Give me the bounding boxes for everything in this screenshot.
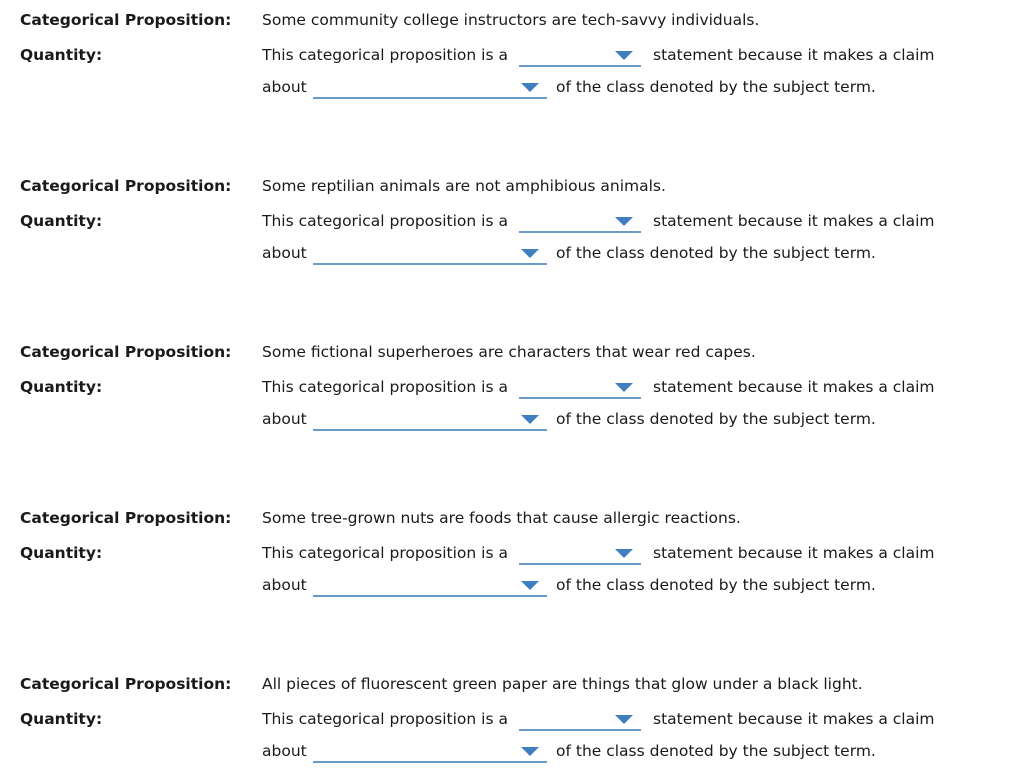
quantity-dropdown[interactable] bbox=[519, 211, 641, 233]
about-dropdown[interactable] bbox=[313, 575, 547, 597]
proposition-text: Some community college instructors are tech-savvy individuals. bbox=[262, 11, 760, 29]
quantity-label: Quantity: bbox=[20, 544, 103, 562]
quantity-line1-prefix: This categorical proposition is a bbox=[262, 710, 508, 728]
quantity-label: Quantity: bbox=[20, 710, 103, 728]
quantity-line1-prefix: This categorical proposition is a bbox=[262, 544, 508, 562]
quantity-dropdown[interactable] bbox=[519, 45, 641, 67]
caret-down-icon bbox=[521, 415, 539, 424]
proposition-label: Categorical Proposition: bbox=[20, 509, 232, 527]
question-block-5 bbox=[0, 664, 1024, 784]
quantity-line2-prefix: about bbox=[262, 78, 307, 96]
quantity-line2-prefix: about bbox=[262, 576, 307, 594]
quantity-line1-suffix: statement because it makes a claim bbox=[653, 378, 935, 396]
quantity-line2-suffix: of the class denoted by the subject term. bbox=[556, 742, 876, 760]
question-block-4 bbox=[0, 498, 1024, 618]
proposition-text: Some fictional superheroes are characters that wear red capes. bbox=[262, 343, 756, 361]
quantity-dropdown[interactable] bbox=[519, 543, 641, 565]
question-block-2 bbox=[0, 166, 1024, 286]
quantity-line2-prefix: about bbox=[262, 244, 307, 262]
caret-down-icon bbox=[521, 581, 539, 590]
quantity-line1-prefix: This categorical proposition is a bbox=[262, 46, 508, 64]
quantity-line1-prefix: This categorical proposition is a bbox=[262, 212, 508, 230]
caret-down-icon bbox=[615, 549, 633, 558]
question-block-1 bbox=[0, 0, 1024, 120]
caret-down-icon bbox=[521, 249, 539, 258]
quantity-label: Quantity: bbox=[20, 212, 103, 230]
proposition-text: Some tree-grown nuts are foods that cause allergic reactions. bbox=[262, 509, 741, 527]
proposition-label: Categorical Proposition: bbox=[20, 177, 232, 195]
quantity-line2-suffix: of the class denoted by the subject term. bbox=[556, 576, 876, 594]
caret-down-icon bbox=[615, 217, 633, 226]
quantity-line2-prefix: about bbox=[262, 410, 307, 428]
about-dropdown[interactable] bbox=[313, 409, 547, 431]
quantity-label: Quantity: bbox=[20, 378, 103, 396]
about-dropdown[interactable] bbox=[313, 243, 547, 265]
quantity-line2-suffix: of the class denoted by the subject term. bbox=[556, 78, 876, 96]
quantity-line2-suffix: of the class denoted by the subject term. bbox=[556, 244, 876, 262]
quantity-label: Quantity: bbox=[20, 46, 103, 64]
caret-down-icon bbox=[615, 51, 633, 60]
quantity-line2-suffix: of the class denoted by the subject term. bbox=[556, 410, 876, 428]
caret-down-icon bbox=[521, 83, 539, 92]
quantity-line1-prefix: This categorical proposition is a bbox=[262, 378, 508, 396]
quantity-dropdown[interactable] bbox=[519, 709, 641, 731]
quantity-line1-suffix: statement because it makes a claim bbox=[653, 544, 935, 562]
quantity-line1-suffix: statement because it makes a claim bbox=[653, 212, 935, 230]
about-dropdown[interactable] bbox=[313, 741, 547, 763]
about-dropdown[interactable] bbox=[313, 77, 547, 99]
question-block-3 bbox=[0, 332, 1024, 452]
quantity-line1-suffix: statement because it makes a claim bbox=[653, 710, 935, 728]
proposition-label: Categorical Proposition: bbox=[20, 675, 232, 693]
proposition-text: All pieces of fluorescent green paper are things that glow under a black light. bbox=[262, 675, 863, 693]
proposition-label: Categorical Proposition: bbox=[20, 11, 232, 29]
quantity-dropdown[interactable] bbox=[519, 377, 641, 399]
caret-down-icon bbox=[615, 383, 633, 392]
proposition-text: Some reptilian animals are not amphibious animals. bbox=[262, 177, 666, 195]
quantity-line2-prefix: about bbox=[262, 742, 307, 760]
proposition-label: Categorical Proposition: bbox=[20, 343, 232, 361]
quantity-line1-suffix: statement because it makes a claim bbox=[653, 46, 935, 64]
caret-down-icon bbox=[521, 747, 539, 756]
caret-down-icon bbox=[615, 715, 633, 724]
